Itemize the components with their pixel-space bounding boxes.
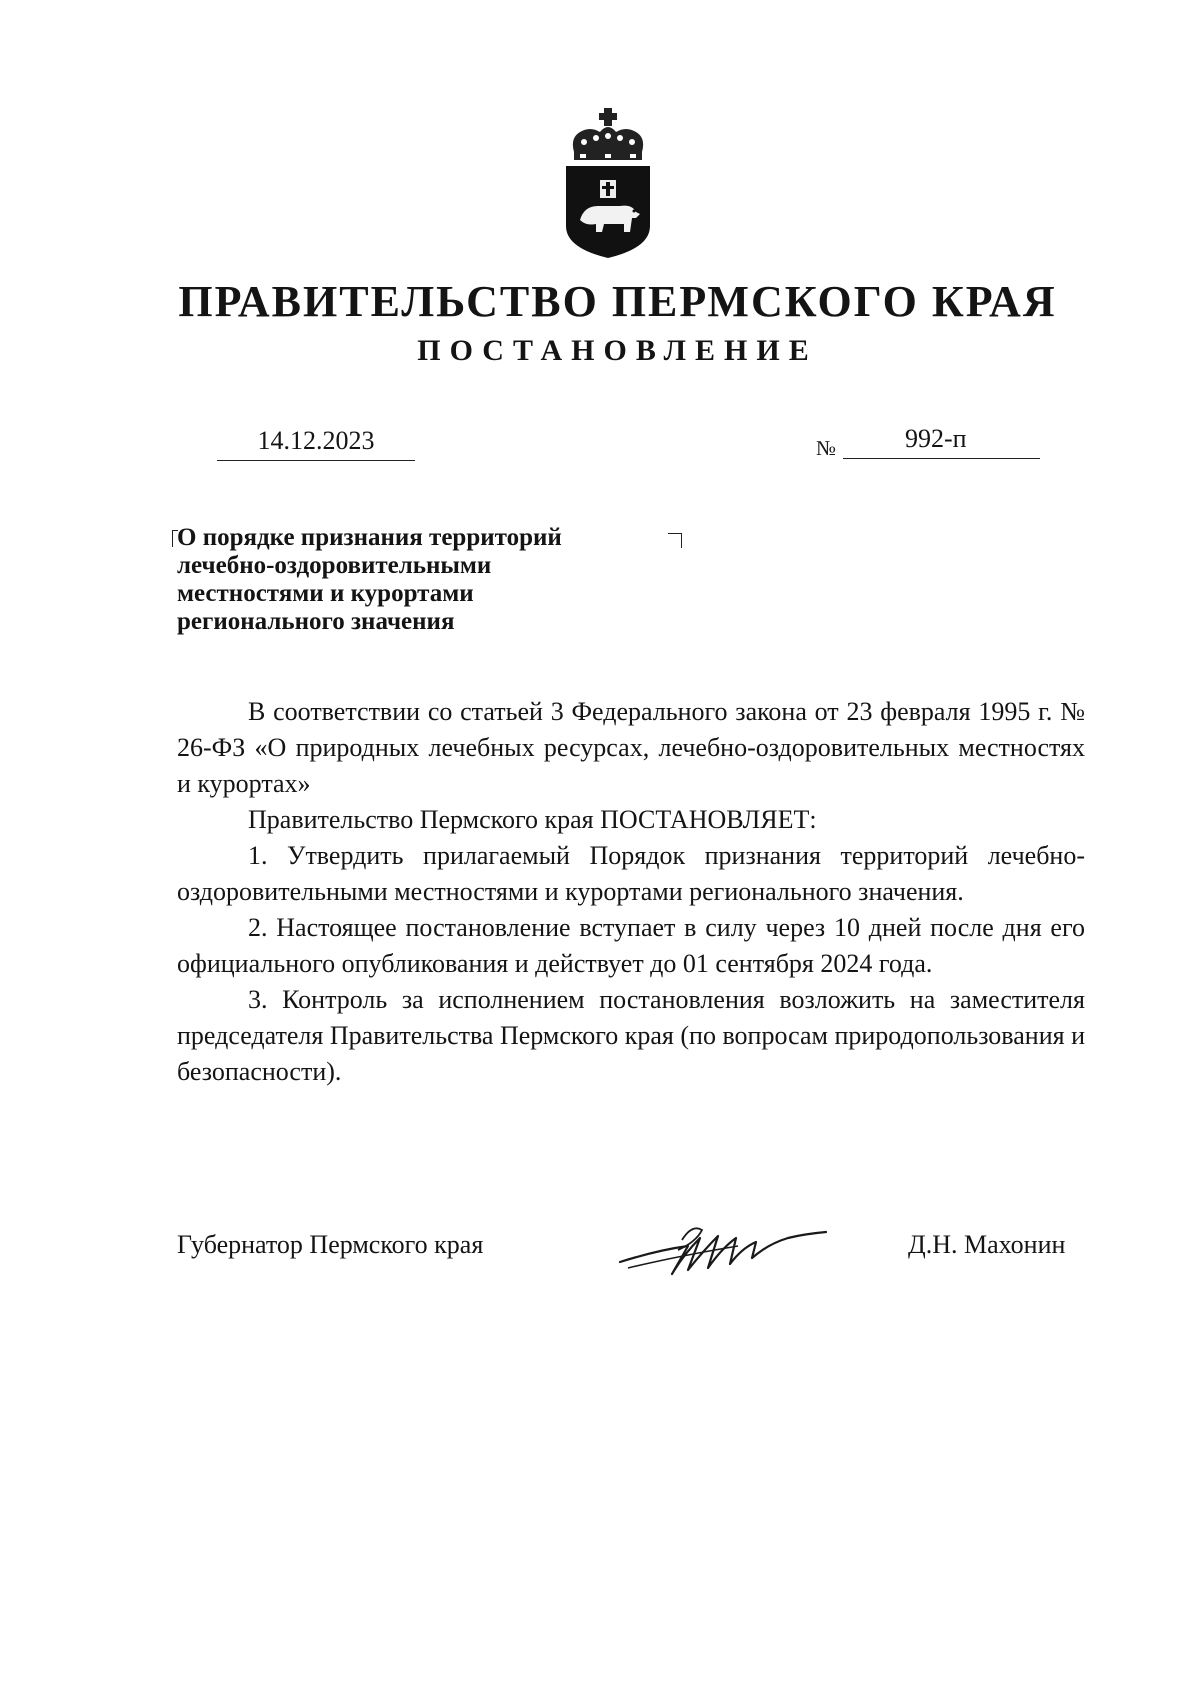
body-paragraph: 2. Настоящее постановление вступает в силу через 10 дней после дня его официального опубликования и действует до 01 сентября 2024 года. (177, 913, 1085, 978)
handwritten-signature-icon (618, 1216, 828, 1280)
document-number: 992-п (905, 424, 967, 453)
perm-krai-coat-of-arms-icon (560, 108, 656, 258)
signer-name: Д.Н. Махонин (908, 1230, 1066, 1259)
document-type-title: ПОСТАНОВЛЕНИЕ (417, 334, 818, 367)
subject-line: регионального значения (177, 608, 455, 635)
document-date: 14.12.2023 (217, 422, 415, 461)
number-sign: № (816, 436, 837, 460)
body-paragraph: 1. Утвердить прилагаемый Порядок признания территорий лечебно-оздоровительными местностями и курортами регионального значения. (177, 841, 1085, 906)
subject-bracket-right (668, 533, 682, 548)
organization-title: ПРАВИТЕЛЬСТВО ПЕРМСКОГО КРАЯ (178, 277, 1057, 326)
document-subject (177, 524, 657, 636)
body-paragraph: Правительство Пермского края ПОСТАНОВЛЯЕТ: (248, 805, 817, 834)
document-body (177, 694, 1085, 1090)
subject-line: лечебно-оздоровительными (177, 552, 492, 579)
signer-position: Губернатор Пермского края (177, 1230, 484, 1259)
document-number-field (843, 420, 1040, 459)
subject-line: местностями и курортами (177, 580, 474, 607)
subject-line: О порядке признания территорий (177, 524, 562, 551)
body-paragraph: В соответствии со статьей 3 Федерального закона от 23 февраля 1995 г. № 26-ФЗ «О природных лечебных ресурсах, лечебно-оздоровительных местностях и курортах» (177, 697, 1085, 798)
body-paragraph: 3. Контроль за исполнением постановления возложить на заместителя председателя Правительства Пермского края (по вопросам природопользования и безопасности). (177, 985, 1085, 1086)
